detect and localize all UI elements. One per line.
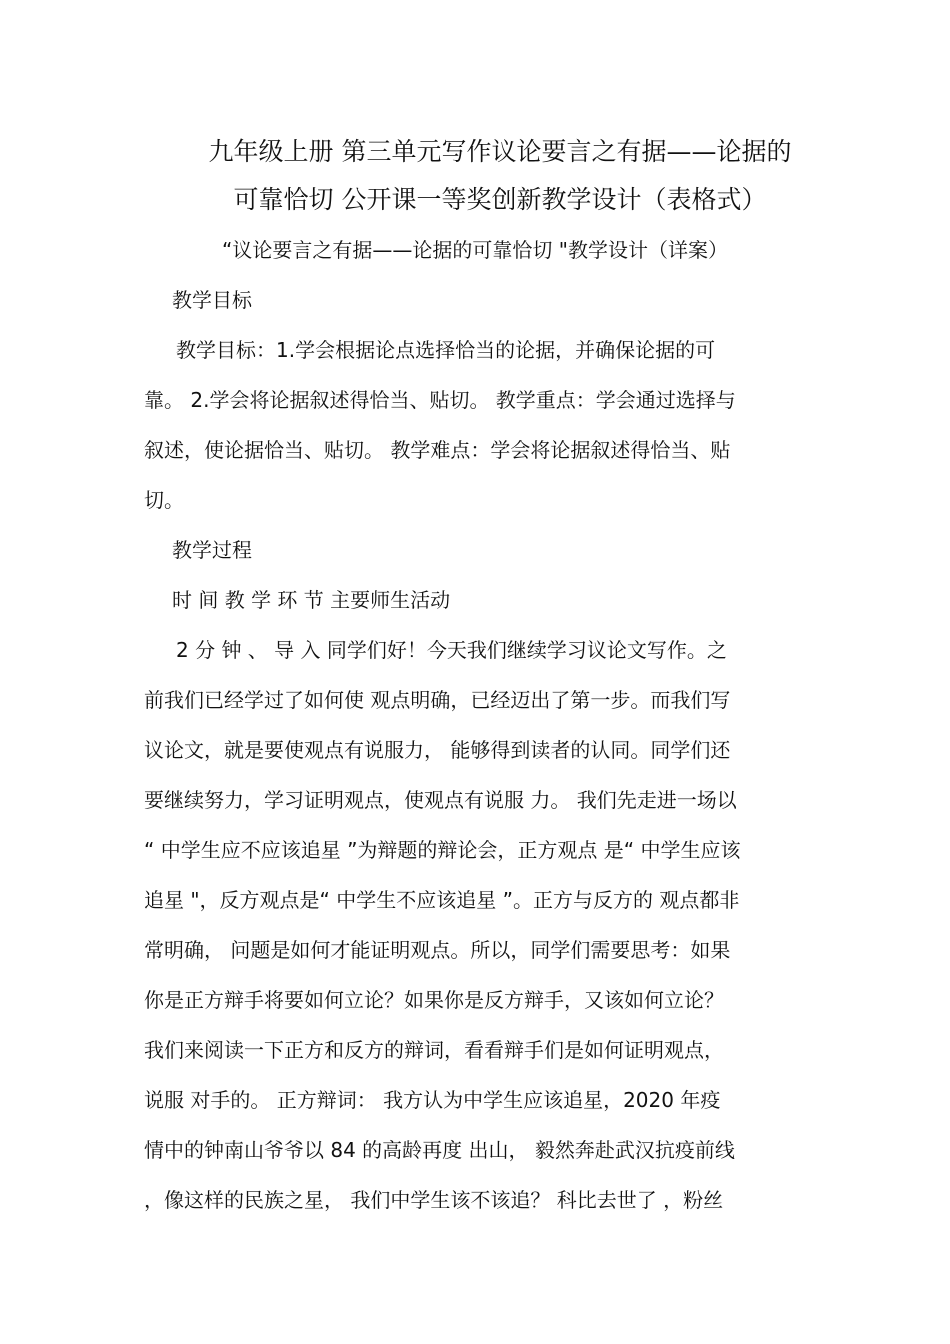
document-title-line-1: 九年级上册 第三单元写作议论要言之有据——论据的: [208, 137, 792, 166]
section-heading-goals: 教学目标: [172, 288, 252, 312]
process-paragraph-line: 常明确， 问题是如何才能证明观点。所以，同学们需要思考：如果: [144, 938, 731, 962]
goal-paragraph-line: 切。: [144, 488, 184, 512]
goal-paragraph-line: 叙述，使论据恰当、贴切。 教学难点：学会将论据叙述得恰当、贴: [144, 438, 731, 462]
process-paragraph-line: 你是正方辩手将要如何立论？如果你是反方辩手，又该如何立论？: [144, 988, 724, 1012]
process-paragraph-line: 要继续努力，学习证明观点，使观点有说服 力。 我们先走进一场以: [144, 788, 737, 812]
process-paragraph-line: 我们来阅读一下正方和反方的辩词，看看辩手们是如何证明观点，: [144, 1038, 724, 1062]
process-paragraph-line: 情中的钟南山爷爷以 84 的高龄再度 出山， 毅然奔赴武汉抗疫前线: [144, 1138, 735, 1162]
process-paragraph-line: 前我们已经学过了如何使 观点明确，已经迈出了第一步。而我们写: [144, 688, 731, 712]
process-paragraph-line: 说服 对手的。 正方辩词： 我方认为中学生应该追星，2020 年疫: [144, 1088, 721, 1112]
section-heading-process: 教学过程: [172, 538, 252, 562]
process-paragraph-line: 2 分 钟 、 导 入 同学们好！今天我们继续学习议论文写作。之: [176, 638, 727, 662]
document-subtitle: “议论要言之有据——论据的可靠恰切 "教学设计（详案）: [222, 238, 728, 262]
process-paragraph-line: “ 中学生应不应该追星 ”为辩题的辩论会，正方观点 是“ 中学生应该: [144, 838, 741, 862]
goal-paragraph-line: 靠。 2.学会将论据叙述得恰当、贴切。 教学重点：学会通过选择与: [144, 388, 736, 412]
process-paragraph-line: 追星 "，反方观点是“ 中学生不应该追星 ”。正方与反方的 观点都非: [144, 888, 740, 912]
process-paragraph-line: ，像这样的民族之星， 我们中学生该不该追？ 科比去世了 ，粉丝: [144, 1188, 724, 1212]
goal-paragraph-line: 教学目标：1.学会根据论点选择恰当的论据，并确保论据的可: [176, 338, 716, 362]
table-header-row: 时 间 教 学 环 节 主要师生活动: [172, 588, 451, 612]
process-paragraph-line: 议论文，就是要使观点有说服力， 能够得到读者的认同。同学们还: [144, 738, 731, 762]
document-title-line-2: 可靠恰切 公开课一等奖创新教学设计（表格式）: [233, 185, 767, 214]
